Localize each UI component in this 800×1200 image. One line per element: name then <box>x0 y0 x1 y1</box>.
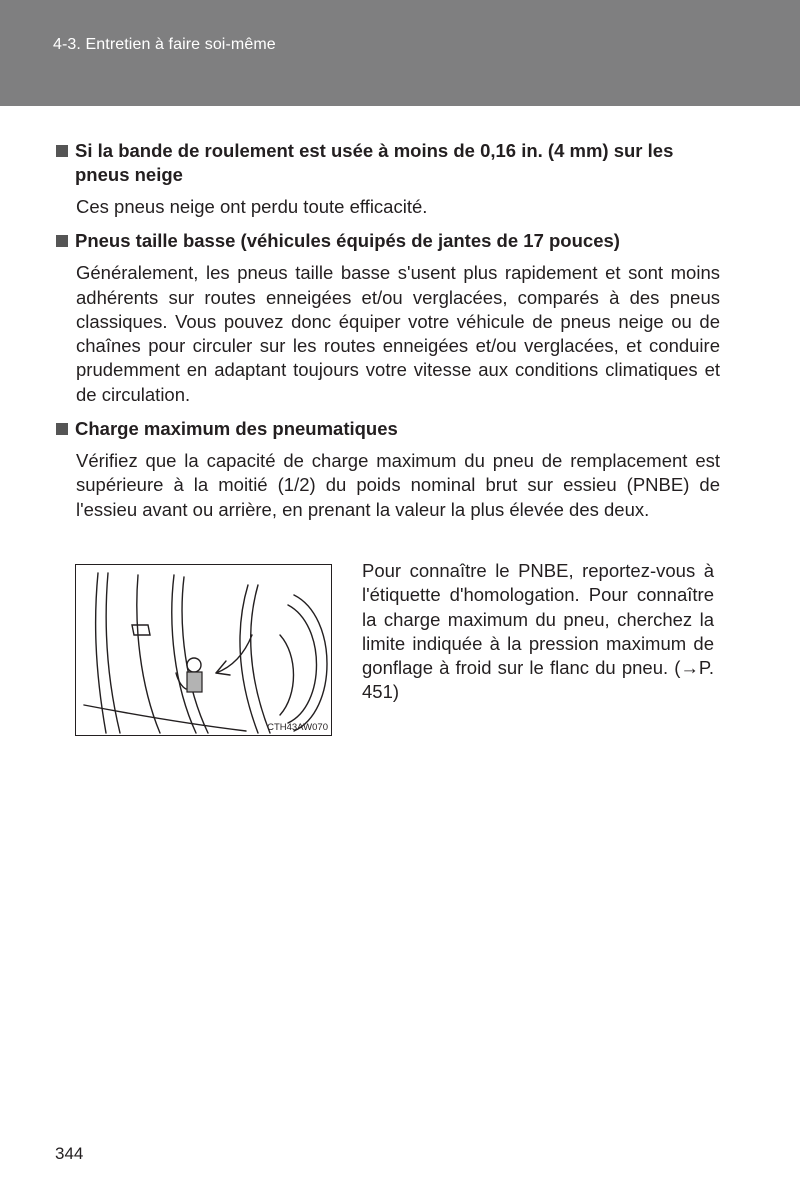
heading-text: Pneus taille basse (véhicules équipés de jantes de 17 pouces) <box>75 230 620 252</box>
section-paragraph: Vérifiez que la capacité de charge maximum du pneu de remplacement est supérieure à la moitié (1/2) du poids nominal brut sur essieu (PNBE) de l'essieu avant ou arrière, en prenant la valeur la plus élevée des deux. <box>76 450 720 520</box>
figure-code: CTH43AW070 <box>267 722 328 733</box>
door-pillar-illustration <box>75 564 332 736</box>
figure-row <box>75 559 720 739</box>
section-heading <box>56 229 720 253</box>
page-number: 344 <box>55 1144 84 1163</box>
section-paragraph: Ces pneus neige ont perdu toute efficacité. <box>76 196 428 217</box>
square-bullet-icon <box>56 423 68 435</box>
section-paragraph: Généralement, les pneus taille basse s'usent plus rapidement et sont moins adhérents sur routes enneigées et/ou verglacées, comparés à des pneus classiques. Vous pouvez donc équiper votre véhicule de pneus neige ou de chaînes pour circuler sur les routes enneigées et/ou verglacées, et conduire prudemment en adaptant toujours votre vitesse aux conditions climatiques et de circulation. <box>76 262 720 405</box>
section-low-profile-tires <box>56 229 720 407</box>
square-bullet-icon <box>56 235 68 247</box>
section-title: 4-3. Entretien à faire soi-même <box>53 36 276 53</box>
heading-text: Si la bande de roulement est usée à moins de 0,16 in. (4 mm) sur les pneus neige <box>75 140 674 185</box>
figure-caption: Pour connaître le PNBE, reportez-vous à l'étiquette d'homologation. Pour connaître la charge maximum du pneu, cherchez la limite indiquée à la pression maximum de gonflage à froid sur le flanc du pneu. (→P. 451) <box>362 560 714 703</box>
door-label-illustration-icon <box>76 565 331 735</box>
section-max-tire-load <box>56 417 720 522</box>
section-snow-tire-wear <box>56 139 720 219</box>
section-heading <box>56 417 720 441</box>
main-content <box>56 139 720 532</box>
section-heading <box>56 139 720 187</box>
section-header-bar <box>0 0 800 106</box>
heading-text: Charge maximum des pneumatiques <box>75 418 398 440</box>
square-bullet-icon <box>56 145 68 157</box>
